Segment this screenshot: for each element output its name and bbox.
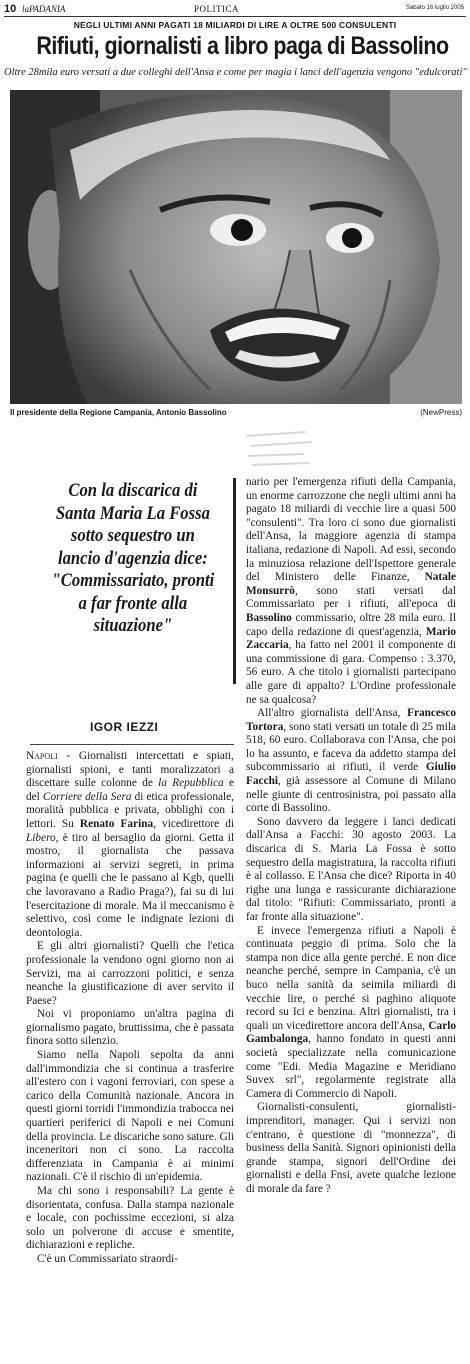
article-headline: Rifiuti, giornalisti a libro paga di Bassolino: [36, 32, 449, 60]
person-name: Mario Zaccaria: [246, 625, 456, 652]
text-run: di etica professionale, moralità pubblica e privata, obblighi con i lettori. Su: [26, 790, 234, 830]
article-photo: [10, 90, 462, 404]
text-run: e del: [26, 777, 234, 803]
article-subhead: Oltre 28mila euro versati a due colleghi dell'Ansa e come per magia i lanci dell'agenzia vengono "edulcorati": [4, 67, 467, 78]
newspaper-ref: Libero: [26, 831, 56, 844]
text-run: commissario, oltre 28 mila euro. Il capo della redazione di quest'agenzia,: [246, 611, 456, 638]
paragraph: [246, 476, 456, 707]
paragraph: Sono davvero da leggere i lanci dedicati dall'Ansa a Facchi: 30 agosto 2003. La discarica di S. Maria La Fossa è sotto sequestro della magistratura, la raccolta rifiuti è al collasso. E l'Ansa che dice? Riporta in 40 righe una lunga e rassicurante dichiarazione dal titolo: "Rifiuti: Commissariato, pronti a far fronte alla situazione".: [246, 815, 456, 923]
show-through-texture: [246, 428, 316, 468]
person-name: Renato Farina: [79, 817, 154, 830]
text-run: E invece l'emergenza rifiuti a Napoli è continuata peggio di prima. Solo che la stampa non dice alla gente perché. E non dice neanche perché, sempre in Campania, c'è un buco nella sanità da seimila miliardi di vecchie lire, o perché si paghino aliquote record su Ici e benzina. Altri giornalisti, tra i quali un vicedirettore ancora dell'Ansa,: [246, 924, 456, 1032]
paragraph: C'è un Commissariato straordi-: [37, 1252, 179, 1265]
person-name: Carlo Gambalonga: [246, 1019, 456, 1046]
dateline: Napoli: [26, 750, 58, 762]
portrait-image: [10, 90, 462, 404]
newspaper-ref: la Repubblica: [158, 777, 224, 790]
byline-divider: [30, 744, 234, 745]
issue-date: Sabato 16 luglio 2005: [405, 5, 464, 11]
page-number: 10: [4, 3, 17, 15]
person-name: Francesco Tortora: [246, 707, 456, 733]
text-run: , ha fatto nel 2001 il componente di una commissione di gara. Compenso : 3.370, 56 euro. A che titolo i giornalisti partecipano alle gare di appalto? L'Ordine professionale ne sa qualcosa?: [246, 639, 456, 706]
pull-quote-box: [40, 478, 236, 684]
paragraph: Giornalisti-consulenti, giornalisti-imprenditori, manager. Qui i servizi non c'entrano, è questione di "monnezza", di business della Sanità. Signori opinionisti della grande stampa, signori dell'Ordine dei giornalisti e della Fnsi, avete qualche lezione di morale da fare ?: [246, 1101, 456, 1195]
person-name: Bassolino: [246, 611, 292, 624]
text-run: nario per l'emergenza rifiuti della Campania, un enorme carrozzone che negli ultimi anni ha pagato 18 miliardi di vecchie lire a quasi 500 "consulenti". Tra loro ci sono due giornalisti dell'Ansa, la maggiore agenzia di stampa italiana, redazione di Napoli. Ad essi, secondo la minuziosa relazione dell'Ispettore generale del Ministero delle Finanze,: [246, 476, 456, 584]
paragraph: E gli altri giornalisti? Quelli che l'etica professionale la vendono ogni giorno non ai Servizi, ma ai carrozzoni politici, e senza neanche la giustificazione di aver servito il Paese?: [26, 940, 234, 1007]
person-name: Giulio Facchi: [246, 761, 456, 788]
paragraph: [246, 707, 456, 816]
paragraph: Noi vi proponiamo un'altra pagina di giornalismo pagato, bruttissima, che è passata finora sotto silenzio.: [26, 1008, 234, 1048]
person-name: Natale Monsurrò: [246, 571, 456, 597]
section-name: POLITICA: [194, 4, 239, 14]
article-column-2: [246, 476, 456, 1196]
text-run: - Giornalisti intercettati e spiati, giornalisti spioni, e tanti moralizzatori a discettare sulle colonne de: [26, 750, 234, 790]
paragraph: [26, 750, 234, 940]
text-run: , sono stati versati un totale di 25 mila 518, 60 euro. Collaborava con l'Ansa, che poi lo ha assunto, e faceva da addetto stampa del subcommissario ai rifiuti, il verde: [246, 720, 456, 774]
text-run: All'altro giornalista dell'Ansa,: [257, 707, 408, 720]
text-run: , vicedirettore di: [153, 817, 234, 830]
article-kicker: NEGLI ULTIMI ANNI PAGATI 18 MILIARDI DI LIRE A OLTRE 500 CONSULENTI: [73, 20, 397, 30]
newspaper-ref: Corriere della Sera: [42, 790, 132, 803]
text-run: , hanno fondato in questi anni società specializzate nella comunicazione come "Edi. Media Magazine e Meridiano Suvex srl", regolarmente registrate alla Camera di Commercio di Napoli.: [246, 1033, 456, 1100]
pull-quote: Con la discarica di Santa Maria La Fossa sotto sequestro un lancio d'agenzia dice: "Commissariato, pronti a far fronte alla situazione": [51, 481, 215, 636]
newspaper-name: laPADANIA: [22, 4, 66, 14]
text-run: , è tiro al bersaglio da giorni. Getta il mostro, il giornalista che passava informazioni ai servizi segreti, in prima pagina (e quelli che le passano al Kgb, quelli che lavoravano a Radio Praga?), fai su di lui l'esercitazione di morale. Ma il meccanismo è selettivo, così come le indignate lezioni di deontologia.: [26, 831, 234, 939]
photo-caption: Il presidente della Regione Campania, Antonio Bassolino: [10, 408, 227, 417]
text-run: , sono stati versati dal Commissariato per i rifiuti, all'epoca di: [246, 584, 456, 611]
photo-credit: (NewPress): [420, 408, 462, 417]
page-header: [4, 3, 466, 17]
paragraph: [246, 925, 456, 1102]
text-run: , già assessore al Comune di Milano nelle giunte di centrosinistra, poi passato alla corte di Bassolino.: [246, 775, 456, 815]
paragraph: Siamo nella Napoli sepolta da anni dall'immondizia che si continua a trasferire all'estero con i vagoni ferroviari, con spese a carico della Comunità nazionale. Ancora in questi giorni torridi l'immondizia trabocca nei quartieri periferici di Napoli e nei Comuni della provincia. Le discariche sono sature. Gli inceneritori non ci sono. La raccolta differenziata in Campania è ai minimi nazionali. C'è il rischio di un'epidemia.: [26, 1049, 234, 1184]
article-column-1: [26, 750, 234, 1267]
byline: IGOR IEZZI: [90, 720, 159, 734]
paragraph: Ma chi sono i responsabili? La gente è disorientata, confusa. Dalla stampa nazionale e locale, con pochissime eccezioni, si alza solo un polverone di accuse e smentite, dichiarazioni e repliche.: [26, 1185, 234, 1252]
